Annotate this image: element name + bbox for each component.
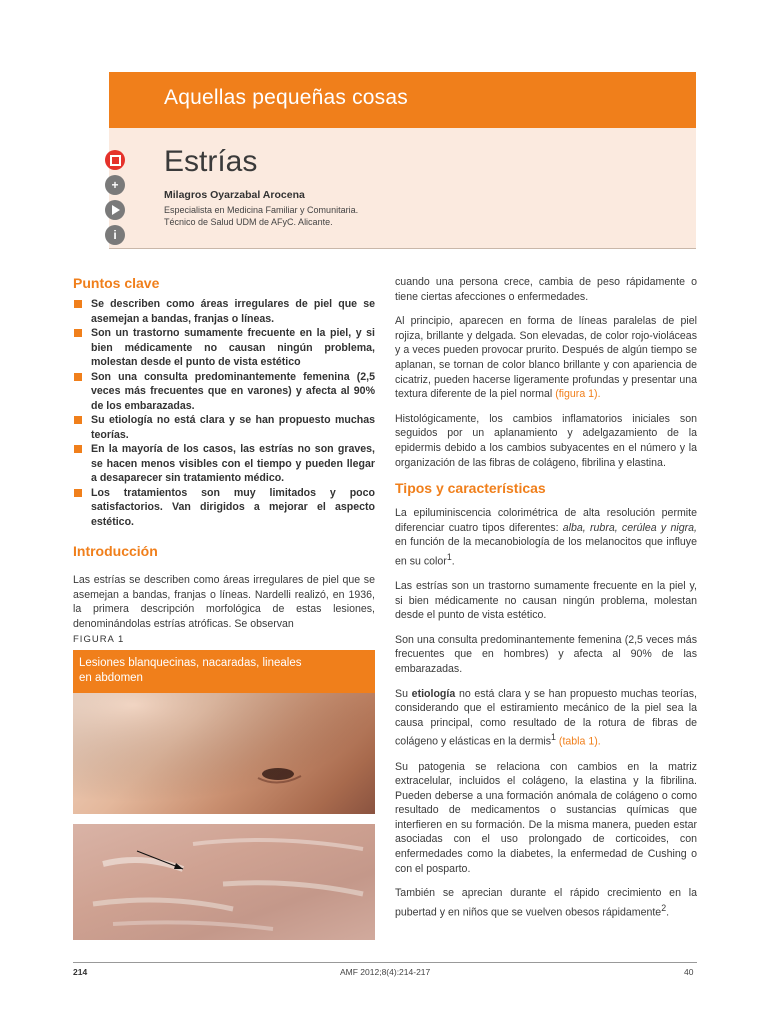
key-point: Los tratamientos son muy limitados y poco satisfactorios. Van dirigidos a mejorar el aspecto estético. <box>73 486 375 530</box>
bullet-square-icon <box>74 416 82 424</box>
section-header <box>109 72 696 128</box>
striae-closeup-photo <box>73 824 375 940</box>
body-paragraph: Su patogenia se relaciona con cambios en la matriz extracelular, incluidos el colágeno, la elastina y la fibrilina. Pueden deberse a una formación anómala de colágeno o como resultado de medicamentos o sustancias químicas que interfieren en su formación. De la misma manera, pueden estar asociadas con el uso prolongado de corticoides, con enfermedades como la diabetes, la enfermedad de Cushing o con el posparto. <box>395 760 697 875</box>
key-point: En la mayoría de los casos, las estrías no son graves, se hacen menos visibles con el tiempo y pueden llegar a desaparecer sin tratamiento médico. <box>73 442 375 486</box>
body-paragraph: Al principio, aparecen en forma de líneas paralelas de piel rojiza, brillante y delgada. Son elevadas, de color rojo-violáceas y a veces pueden provocar prurito. Después de algún tiempo se aplanan, se tornan de color blanco brillante y con apariencia de cicatriz, pueden hacerse ligeramente profundas y presentar una textura diferente de la piel normal (figura 1). <box>395 315 697 401</box>
intro-paragraph: Las estrías se describen como áreas irregulares de piel que se asemejan a bandas, franjas o líneas. Nardelli realizó, en 1936, la primera descripción morfológica de estas lesiones, denominándolas estrías atróficas. Se observan <box>73 574 375 630</box>
abdomen-photo-drawing <box>73 693 375 814</box>
figure-caption-band <box>73 650 375 693</box>
body-paragraph: También se aprecian durante el rápido crecimiento en la pubertad y en niños que se vuelven obesos rápidamente$^2$. <box>395 887 697 919</box>
affiliation-line: Técnico de Salud UDM de AFyC. Alicante. <box>164 217 333 227</box>
abdomen-photo <box>73 693 375 814</box>
key-points-list <box>73 297 375 529</box>
bullet-square-icon <box>74 373 82 381</box>
body-paragraph: Histológicamente, los cambios inflamatorios iniciales son seguidos por un aplanamiento y adelgazamiento de la epidermis debido a los cambios subyacentes en el número y la organización de las fibras de colágeno, fibrilina y elastina. <box>395 412 697 469</box>
bullet-square-icon <box>74 445 82 453</box>
body-paragraph: La epiluminiscencia colorimétrica de alta resolución permite diferenciar cuatro tipos diferentes: alba, rubra, cerúlea y nigra, en función de la mecanobiología de los melanocitos que influye en su color$^1$. <box>395 507 697 568</box>
tipos-heading: Tipos y características <box>395 480 546 497</box>
table-reference[interactable]: (tabla 1). <box>558 735 601 748</box>
key-point: Son un trastorno sumamente frecuente en la piel, y si bien médicamente no causan ningún problema, molestan desde el punto de vista estético <box>73 326 375 370</box>
page-number-right: 40 <box>684 967 694 977</box>
info-icon: i <box>105 225 125 245</box>
key-point: Se describen como áreas irregulares de piel que se asemejan a bandas, franjas o líneas. <box>73 297 375 326</box>
introduccion-heading: Introducción <box>73 543 158 559</box>
journal-citation: AMF 2012;8(4):214-217 <box>340 967 431 977</box>
key-point: Son una consulta predominantemente femenina (2,5 veces más frecuentes que en varones) y afecta al 90% de los embarazadas. <box>73 370 375 414</box>
bullet-square-icon <box>74 329 82 337</box>
body-paragraph: Su etiología no está clara y se han propuesto muchas teorías, considerando que el estiramiento mecánico de la piel sea la causa principal, como resultado de la rotura de fibras de colágeno y elásticas en la dermis$^1$ (tabla 1). <box>395 687 697 748</box>
plus-icon: + <box>105 175 125 195</box>
figure-reference[interactable]: (figura 1). <box>555 388 601 401</box>
figure-label: FIGURA 1 <box>73 634 125 645</box>
affiliation-line: Especialista en Medicina Familiar y Comunitaria. <box>164 205 359 215</box>
side-icon-column <box>105 150 129 250</box>
puntos-clave-heading: Puntos clave <box>73 275 160 291</box>
key-point: Su etiología no está clara y se han propuesto muchas teorías. <box>73 413 375 442</box>
right-column <box>395 275 697 930</box>
bullet-square-icon <box>74 489 82 497</box>
page-number: 214 <box>73 967 88 977</box>
body-paragraph: cuando una persona crece, cambia de peso rápidamente o tiene ciertas afecciones o enfermedades. <box>395 276 697 303</box>
body-paragraph: Las estrías son un trastorno sumamente frecuente en la piel y, si bien médicamente no causan ningún problema, molestan desde el punto de vista estético. <box>395 580 697 622</box>
footer-divider <box>73 962 697 963</box>
author-affiliation <box>164 204 358 228</box>
striae-photo-drawing <box>73 824 375 940</box>
article-title: Estrías <box>164 145 258 178</box>
body-paragraph: Son una consulta predominantemente femenina (2,5 veces más frecuentes que en hombres) y afecta al 90% de las embarazadas. <box>395 633 697 675</box>
left-column <box>73 275 375 641</box>
play-icon <box>105 200 125 220</box>
author-name: Milagros Oyarzabal Arocena <box>164 189 305 201</box>
stop-icon <box>105 150 125 170</box>
bullet-square-icon <box>74 300 82 308</box>
figure-caption: Lesiones blanquecinas, nacaradas, lineales en abdomen <box>79 657 302 684</box>
section-title: Aquellas pequeñas cosas <box>164 86 408 109</box>
